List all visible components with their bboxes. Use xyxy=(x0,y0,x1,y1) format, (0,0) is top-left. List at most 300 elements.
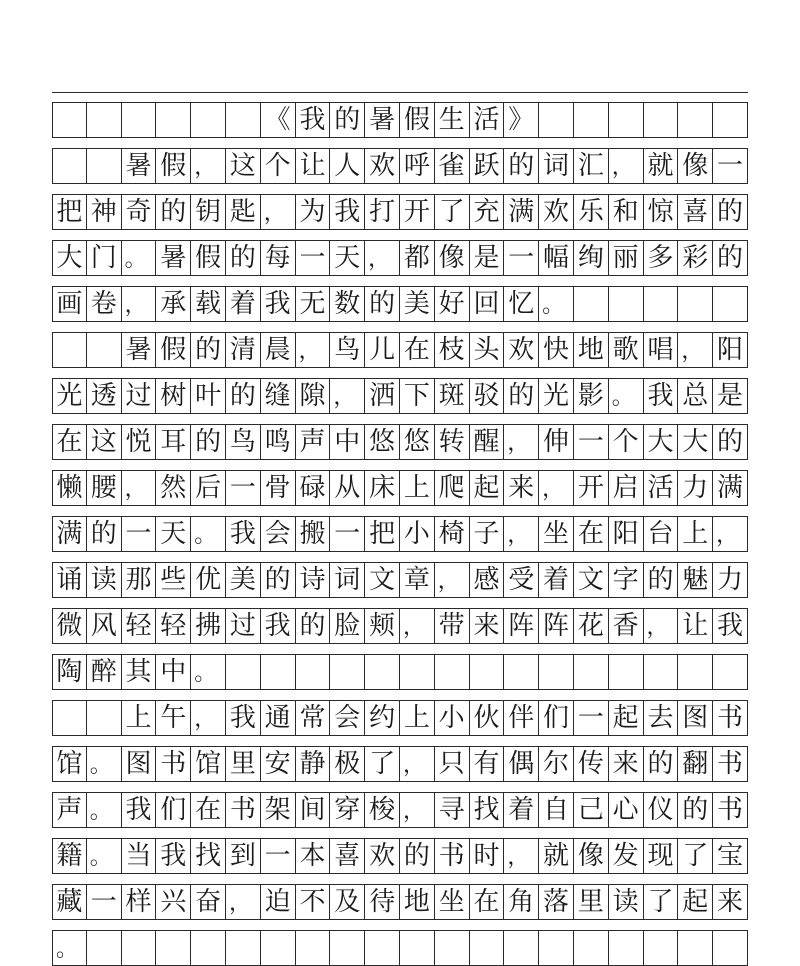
grid-cell-empty xyxy=(52,149,87,183)
grid-cell-char: 诗 xyxy=(296,563,331,597)
grid-cell-char: 的 xyxy=(365,287,400,321)
grid-cell-char: 一 xyxy=(574,425,609,459)
grid-cell-char: 心 xyxy=(609,793,644,827)
grid-cell-char: 打 xyxy=(365,195,400,229)
grid-cell-char: 的 xyxy=(191,333,226,367)
grid-cell-char: 花 xyxy=(574,609,609,643)
grid-cell-char: 发 xyxy=(609,839,644,873)
grid-cell-empty xyxy=(609,287,644,321)
grid-cell-char: 的 xyxy=(713,425,748,459)
grid-top-border xyxy=(52,92,748,93)
grid-cell-char: 门 xyxy=(87,241,122,275)
grid-row xyxy=(52,378,748,414)
grid-cell-char: 些 xyxy=(156,563,191,597)
grid-cell-char: 每 xyxy=(261,241,296,275)
grid-cell-char: 中 xyxy=(330,425,365,459)
grid-cell-empty xyxy=(330,931,365,965)
grid-cell-char: 间 xyxy=(296,793,331,827)
grid-cell-char: 书 xyxy=(713,793,748,827)
grid-cell-char: 个 xyxy=(609,425,644,459)
grid-cell-char: 我 xyxy=(261,287,296,321)
grid-cell-empty xyxy=(296,655,331,689)
grid-cell-char: 的 xyxy=(713,241,748,275)
grid-cell-char: 这 xyxy=(226,149,261,183)
grid-cell-empty xyxy=(574,655,609,689)
grid-cell-char: 回 xyxy=(470,287,505,321)
grid-cell-empty xyxy=(87,333,122,367)
grid-cell-char: 我 xyxy=(261,609,296,643)
grid-cell-char: 鸣 xyxy=(261,425,296,459)
grid-cell-char: 像 xyxy=(678,149,713,183)
grid-cell-char: 静 xyxy=(296,747,331,781)
grid-cell-char: 碌 xyxy=(296,471,331,505)
grid-cell-empty xyxy=(191,103,226,137)
grid-cell-char: 的 xyxy=(296,609,331,643)
grid-cell-char: ， xyxy=(504,517,539,551)
grid-cell-char: 到 xyxy=(226,839,261,873)
grid-cell-char: ， xyxy=(435,563,470,597)
grid-cell-char: 我 xyxy=(713,609,748,643)
grid-cell-empty xyxy=(713,931,748,965)
grid-cell-char: 带 xyxy=(435,609,470,643)
grid-cell-char: 词 xyxy=(539,149,574,183)
grid-cell-char: 喜 xyxy=(678,195,713,229)
grid-cell-char: 中 xyxy=(156,655,191,689)
grid-cell-char: 和 xyxy=(609,195,644,229)
grid-cell-empty xyxy=(539,655,574,689)
grid-cell-char: 馆 xyxy=(52,747,87,781)
grid-cell-char: 章 xyxy=(400,563,435,597)
grid-cell-char: 大 xyxy=(52,241,87,275)
grid-cell-empty xyxy=(713,287,748,321)
grid-cell-empty xyxy=(609,103,644,137)
grid-cell-empty xyxy=(504,931,539,965)
grid-cell-char: 为 xyxy=(296,195,331,229)
grid-cell-char: ， xyxy=(226,885,261,919)
grid-cell-char: 极 xyxy=(330,747,365,781)
grid-cell-empty xyxy=(365,931,400,965)
grid-cell-char: ， xyxy=(400,747,435,781)
grid-cell-char: 》 xyxy=(504,103,539,137)
grid-cell-empty xyxy=(644,103,679,137)
grid-cell-char: 不 xyxy=(296,885,331,919)
grid-cell-char: 样 xyxy=(122,885,157,919)
grid-cell-char: 缝 xyxy=(261,379,296,413)
grid-cell-char: 奋 xyxy=(191,885,226,919)
grid-cell-char: 文 xyxy=(574,563,609,597)
grid-cell-char: 好 xyxy=(435,287,470,321)
grid-cell-empty xyxy=(678,287,713,321)
grid-cell-empty xyxy=(644,287,679,321)
grid-cell-char: 在 xyxy=(400,333,435,367)
grid-cell-char: 启 xyxy=(609,471,644,505)
grid-cell-char: 驳 xyxy=(470,379,505,413)
grid-cell-char: 过 xyxy=(122,379,157,413)
grid-cell-empty xyxy=(261,931,296,965)
grid-cell-char: 子 xyxy=(470,517,505,551)
grid-cell-char: 的 xyxy=(644,747,679,781)
grid-cell-char: 暑 xyxy=(122,333,157,367)
grid-cell-char: ， xyxy=(504,425,539,459)
grid-cell-char: 欢 xyxy=(365,149,400,183)
grid-cell-char: 跃 xyxy=(470,149,505,183)
grid-cell-char: 文 xyxy=(365,563,400,597)
grid-cell-char: 一 xyxy=(261,839,296,873)
grid-cell-empty xyxy=(400,655,435,689)
grid-cell-empty xyxy=(87,931,122,965)
grid-cell-char: 耳 xyxy=(156,425,191,459)
grid-cell-char: 天 xyxy=(156,517,191,551)
grid-cell-char: 阳 xyxy=(609,517,644,551)
grid-cell-empty xyxy=(330,655,365,689)
grid-cell-char: 感 xyxy=(470,563,505,597)
grid-row xyxy=(52,148,748,184)
grid-cell-char: 会 xyxy=(261,517,296,551)
grid-cell-empty xyxy=(52,701,87,735)
grid-cell-char: 书 xyxy=(156,747,191,781)
grid-cell-char: 开 xyxy=(574,471,609,505)
grid-cell-char: 匙 xyxy=(226,195,261,229)
grid-cell-char: 转 xyxy=(435,425,470,459)
grid-cell-char: 地 xyxy=(400,885,435,919)
grid-cell-char: 醉 xyxy=(87,655,122,689)
grid-cell-char: 坐 xyxy=(539,517,574,551)
grid-cell-char: 在 xyxy=(191,793,226,827)
grid-cell-char: 现 xyxy=(644,839,679,873)
grid-cell-char: 伸 xyxy=(539,425,574,459)
grid-cell-empty xyxy=(261,655,296,689)
grid-cell-empty xyxy=(87,103,122,137)
grid-cell-char: 图 xyxy=(678,701,713,735)
grid-cell-char: 都 xyxy=(400,241,435,275)
grid-row xyxy=(52,838,748,874)
grid-cell-char: 鸟 xyxy=(226,425,261,459)
grid-cell-empty xyxy=(296,931,331,965)
grid-cell-char: 魅 xyxy=(678,563,713,597)
grid-cell-char: 通 xyxy=(261,701,296,735)
grid-cell-char: 儿 xyxy=(365,333,400,367)
grid-cell-char: 上 xyxy=(122,701,157,735)
grid-cell-char: 迫 xyxy=(261,885,296,919)
grid-cell-char: 满 xyxy=(52,517,87,551)
grid-cell-char: 透 xyxy=(87,379,122,413)
grid-cell-empty xyxy=(609,931,644,965)
grid-cell-empty xyxy=(52,333,87,367)
grid-cell-char: 数 xyxy=(330,287,365,321)
grid-cell-char: 传 xyxy=(574,747,609,781)
grid-cell-char: 书 xyxy=(713,747,748,781)
grid-cell-char: 绚 xyxy=(574,241,609,275)
grid-cell-char: 读 xyxy=(609,885,644,919)
grid-cell-char: 常 xyxy=(296,701,331,735)
grid-cell-char: 的 xyxy=(226,379,261,413)
grid-cell-char: 假 xyxy=(156,333,191,367)
grid-cell-empty xyxy=(435,931,470,965)
grid-cell-char: 去 xyxy=(644,701,679,735)
grid-cell-char: 。 xyxy=(87,793,122,827)
grid-cell-char: ， xyxy=(191,149,226,183)
grid-row xyxy=(52,516,748,552)
grid-cell-char: 悦 xyxy=(122,425,157,459)
grid-cell-char: 光 xyxy=(52,379,87,413)
grid-row xyxy=(52,240,748,276)
grid-cell-char: 骨 xyxy=(261,471,296,505)
grid-cell-char: 本 xyxy=(296,839,331,873)
grid-cell-char: 是 xyxy=(713,379,748,413)
grid-cell-empty xyxy=(226,931,261,965)
grid-cell-char: 。 xyxy=(609,379,644,413)
grid-cell-char: 像 xyxy=(435,241,470,275)
grid-cell-char: 叶 xyxy=(191,379,226,413)
grid-cell-char: 角 xyxy=(504,885,539,919)
grid-cell-char: ， xyxy=(678,333,713,367)
grid-cell-char: 的 xyxy=(504,379,539,413)
grid-cell-char: 地 xyxy=(574,333,609,367)
grid-cell-char: 午 xyxy=(156,701,191,735)
grid-cell-char: 一 xyxy=(87,885,122,919)
grid-cell-char: 风 xyxy=(87,609,122,643)
grid-cell-empty xyxy=(713,103,748,137)
grid-row xyxy=(52,562,748,598)
grid-cell-char: 上 xyxy=(400,701,435,735)
grid-cell-char: 晨 xyxy=(261,333,296,367)
grid-cell-char: 力 xyxy=(678,471,713,505)
grid-cell-char: 的 xyxy=(261,563,296,597)
grid-cell-empty xyxy=(504,655,539,689)
grid-cell-char: 了 xyxy=(678,839,713,873)
grid-cell-char: 偶 xyxy=(504,747,539,781)
grid-cell-char: 了 xyxy=(435,195,470,229)
grid-cell-char: 在 xyxy=(470,885,505,919)
grid-cell-char: 我 xyxy=(644,379,679,413)
grid-cell-char: 让 xyxy=(296,149,331,183)
grid-cell-char: 一 xyxy=(296,241,331,275)
grid-cell-char: 载 xyxy=(191,287,226,321)
grid-cell-char: 《 xyxy=(261,103,296,137)
grid-cell-char: 美 xyxy=(226,563,261,597)
grid-cell-char: 时 xyxy=(470,839,505,873)
grid-cell-char: ， xyxy=(261,195,296,229)
grid-cell-char: 馆 xyxy=(191,747,226,781)
grid-cell-empty xyxy=(226,103,261,137)
grid-cell-char: 欢 xyxy=(504,333,539,367)
grid-cell-char: 懒 xyxy=(52,471,87,505)
grid-cell-char: 阳 xyxy=(713,333,748,367)
grid-cell-char: 彩 xyxy=(678,241,713,275)
grid-cell-char: 架 xyxy=(261,793,296,827)
grid-cell-char: 呼 xyxy=(400,149,435,183)
grid-cell-char: ， xyxy=(296,333,331,367)
grid-cell-char: 悠 xyxy=(365,425,400,459)
grid-cell-empty xyxy=(609,655,644,689)
grid-cell-char: 清 xyxy=(226,333,261,367)
grid-cell-char: 在 xyxy=(52,425,87,459)
grid-cell-char: 一 xyxy=(122,517,157,551)
grid-cell-char: 暑 xyxy=(156,241,191,275)
grid-cell-char: 自 xyxy=(539,793,574,827)
grid-cell-char: 陶 xyxy=(52,655,87,689)
grid-cell-char: 力 xyxy=(713,563,748,597)
grid-cell-char: 了 xyxy=(644,885,679,919)
grid-cell-char: 仪 xyxy=(644,793,679,827)
grid-cell-char: 充 xyxy=(470,195,505,229)
grid-cell-char: 。 xyxy=(539,287,574,321)
grid-cell-empty xyxy=(574,103,609,137)
grid-cell-char: 让 xyxy=(678,609,713,643)
grid-cell-char: 后 xyxy=(191,471,226,505)
grid-cell-empty xyxy=(156,931,191,965)
grid-cell-empty xyxy=(435,655,470,689)
grid-cell-empty xyxy=(678,931,713,965)
grid-cell-char: 这 xyxy=(87,425,122,459)
grid-cell-char: ， xyxy=(122,471,157,505)
grid-cell-empty xyxy=(87,149,122,183)
grid-cell-char: 着 xyxy=(539,563,574,597)
grid-cell-char: 己 xyxy=(574,793,609,827)
grid-cell-char: 忆 xyxy=(504,287,539,321)
grid-cell-char: ， xyxy=(122,287,157,321)
grid-cell-char: 藏 xyxy=(52,885,87,919)
grid-row xyxy=(52,930,748,966)
grid-cell-char: 床 xyxy=(365,471,400,505)
grid-cell-char: 声 xyxy=(52,793,87,827)
grid-cell-char: 天 xyxy=(330,241,365,275)
grid-cell-char: 唱 xyxy=(644,333,679,367)
grid-row xyxy=(52,286,748,322)
grid-cell-char: 搬 xyxy=(296,517,331,551)
grid-cell-char: 奇 xyxy=(122,195,157,229)
grid-cell-char: 颊 xyxy=(365,609,400,643)
grid-cell-char: 光 xyxy=(539,379,574,413)
grid-cell-char: 上 xyxy=(400,471,435,505)
grid-cell-char: 找 xyxy=(470,793,505,827)
grid-cell-char: 。 xyxy=(87,747,122,781)
grid-cell-char: 树 xyxy=(156,379,191,413)
grid-cell-empty xyxy=(226,655,261,689)
grid-cell-empty xyxy=(365,655,400,689)
grid-row xyxy=(52,470,748,506)
grid-cell-char: 我 xyxy=(122,793,157,827)
grid-cell-char: 阵 xyxy=(504,609,539,643)
grid-cell-char: ， xyxy=(330,379,365,413)
grid-cell-char: 椅 xyxy=(435,517,470,551)
grid-cell-char: 安 xyxy=(261,747,296,781)
grid-cell-char: 会 xyxy=(330,701,365,735)
grid-cell-empty xyxy=(539,931,574,965)
grid-cell-char: 的 xyxy=(678,793,713,827)
grid-cell-char: 的 xyxy=(400,839,435,873)
grid-cell-char: 多 xyxy=(644,241,679,275)
grid-cell-char: 总 xyxy=(678,379,713,413)
grid-cell-char: ， xyxy=(609,149,644,183)
grid-cell-char: 汇 xyxy=(574,149,609,183)
grid-cell-char: ， xyxy=(400,793,435,827)
grid-cell-char: 约 xyxy=(365,701,400,735)
grid-cell-char: 待 xyxy=(365,885,400,919)
grid-cell-char: 人 xyxy=(330,149,365,183)
grid-cell-char: 轻 xyxy=(122,609,157,643)
grid-cell-char: 爬 xyxy=(435,471,470,505)
grid-cell-char: 的 xyxy=(644,563,679,597)
grid-cell-char: 籍 xyxy=(52,839,87,873)
grid-cell-empty xyxy=(678,103,713,137)
grid-cell-char: ， xyxy=(191,701,226,735)
grid-cell-char: 落 xyxy=(539,885,574,919)
title-row xyxy=(52,102,748,138)
grid-cell-char: 欢 xyxy=(539,195,574,229)
grid-cell-char: ， xyxy=(400,609,435,643)
grid-cell-empty xyxy=(122,931,157,965)
grid-cell-empty xyxy=(87,701,122,735)
grid-cell-char: 卷 xyxy=(87,287,122,321)
grid-cell-char: 着 xyxy=(226,287,261,321)
grid-cell-char: 暑 xyxy=(365,103,400,137)
grid-cell-char: 画 xyxy=(52,287,87,321)
grid-cell-empty xyxy=(156,103,191,137)
grid-cell-char: ， xyxy=(713,517,748,551)
grid-cell-char: ， xyxy=(539,471,574,505)
grid-cell-empty xyxy=(678,655,713,689)
grid-cell-char: 翻 xyxy=(678,747,713,781)
grid-cell-char: 阵 xyxy=(539,609,574,643)
grid-cell-empty xyxy=(52,103,87,137)
grid-cell-char: 歌 xyxy=(609,333,644,367)
grid-cell-empty xyxy=(470,655,505,689)
grid-cell-char: 小 xyxy=(435,701,470,735)
grid-cell-char: 大 xyxy=(678,425,713,459)
grid-cell-char: 受 xyxy=(504,563,539,597)
grid-cell-empty xyxy=(191,931,226,965)
grid-cell-char: 上 xyxy=(678,517,713,551)
grid-cell-char: 脸 xyxy=(330,609,365,643)
grid-cell-char: 活 xyxy=(644,471,679,505)
grid-cell-char: 里 xyxy=(574,885,609,919)
grid-row xyxy=(52,746,748,782)
grid-row xyxy=(52,332,748,368)
grid-cell-char: 一 xyxy=(574,701,609,735)
grid-cell-char: 是 xyxy=(470,241,505,275)
grid-cell-char: 书 xyxy=(435,839,470,873)
grid-cell-char: 的 xyxy=(156,195,191,229)
grid-cell-char: 了 xyxy=(365,747,400,781)
grid-cell-char: 的 xyxy=(87,517,122,551)
grid-cell-char: 们 xyxy=(156,793,191,827)
grid-cell-char: 我 xyxy=(330,195,365,229)
grid-cell-char: 坐 xyxy=(435,885,470,919)
grid-cell-char: 的 xyxy=(191,425,226,459)
grid-cell-char: 。 xyxy=(191,655,226,689)
grid-cell-empty xyxy=(539,103,574,137)
grid-cell-char: 其 xyxy=(122,655,157,689)
grid-cell-char: 把 xyxy=(52,195,87,229)
grid-row xyxy=(52,700,748,736)
grid-cell-char: 来 xyxy=(470,609,505,643)
grid-cell-empty xyxy=(470,931,505,965)
grid-cell-char: 台 xyxy=(644,517,679,551)
grid-cell-char: ， xyxy=(365,241,400,275)
grid-cell-char: 起 xyxy=(470,471,505,505)
grid-cell-char: 梭 xyxy=(365,793,400,827)
grid-cell-char: 一 xyxy=(713,149,748,183)
grid-cell-char: 找 xyxy=(191,839,226,873)
grid-cell-char: 微 xyxy=(52,609,87,643)
grid-row xyxy=(52,424,748,460)
grid-cell-char: 生 xyxy=(435,103,470,137)
grid-cell-char: 。 xyxy=(122,241,157,275)
grid-cell-char: 惊 xyxy=(644,195,679,229)
grid-cell-char: 当 xyxy=(122,839,157,873)
grid-cell-empty xyxy=(713,655,748,689)
